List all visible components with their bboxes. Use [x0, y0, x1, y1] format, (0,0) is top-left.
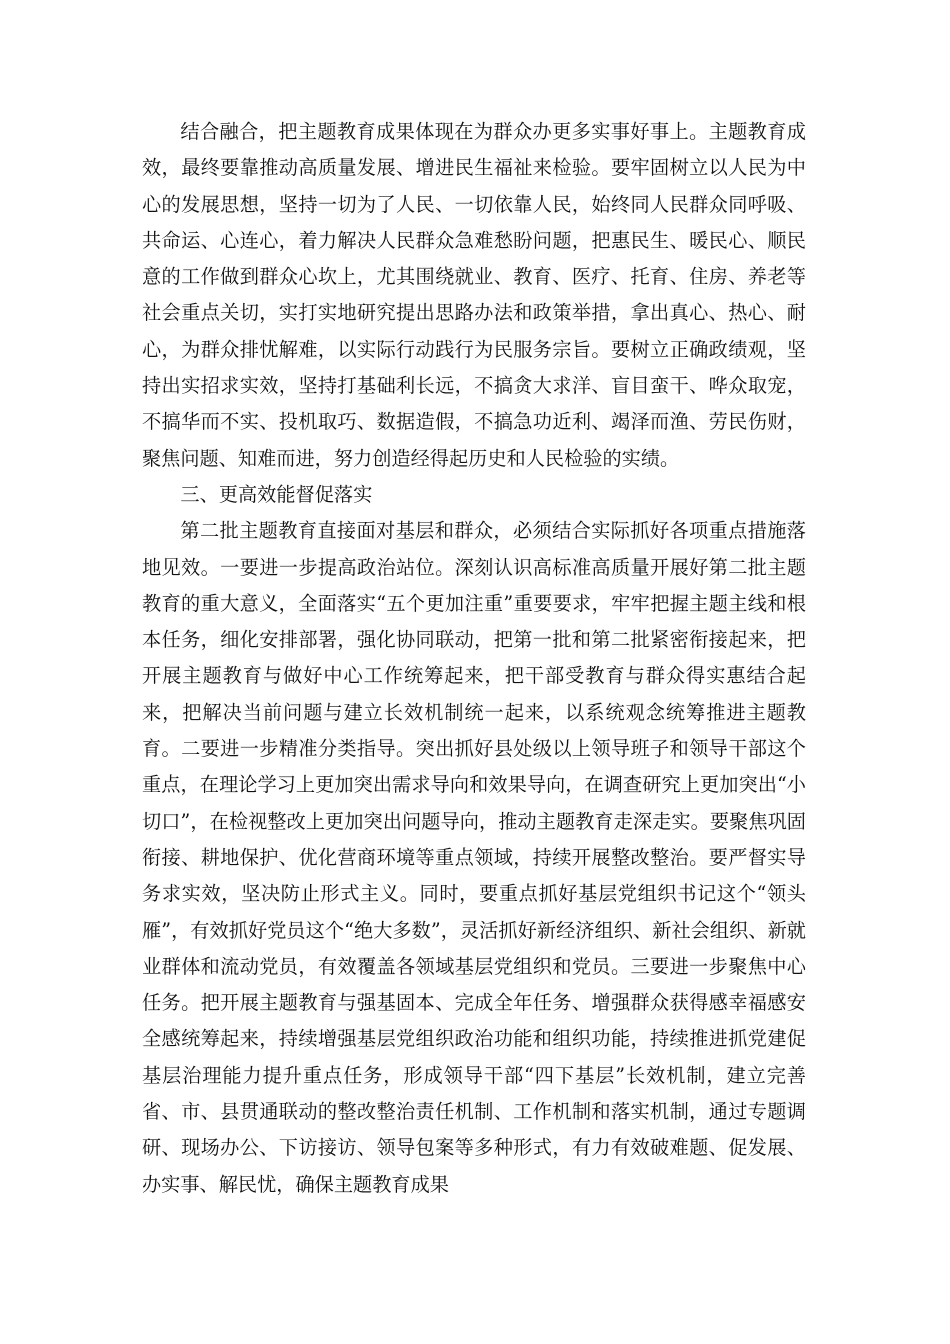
section-heading-three: 三、更高效能督促落实 [180, 482, 373, 506]
paragraph-livelihood: 结合融合，把主题教育成果体现在为群众办更多实事好事上。主题教育成效，最终要靠推动高质量发展、增进民生福祉来检验。要牢固树立以人民为中心的发展思想，坚持一切为了人民、一切依靠人民，始终同人民群众同呼吸、共命运、心连心，着力解决人民群众急难愁盼问题，把惠民生、暖民心、顺民意的工作做到群众心坎上，尤其围绕就业、教育、医疗、托育、住房、养老等社会重点关切，实打实地研究提出思路办法和政策举措，拿出真心、热心、耐心，为群众排忧解难，以实际行动践行为民服务宗旨。要树立正确政绩观，坚持出实招求实效，坚持打基础利长远，不搞贪大求洋、盲目蛮干、哗众取宠，不搞华而不实、投机取巧、数据造假，不搞急功近利、竭泽而渔、劳民伤财，聚焦问题、知难而进，努力创造经得起历史和人民检验的实绩。 [142, 120, 806, 470]
paragraph-implementation: 第二批主题教育直接面对基层和群众，必须结合实际抓好各项重点措施落地见效。一要进一步提高政治站位。深刻认识高标准高质量开展好第二批主题教育的重大意义，全面落实“五个更加注重”重要要求，牢牢把握主题主线和根本任务，细化安排部署，强化协同联动，把第一批和第二批紧密衔接起来，把开展主题教育与做好中心工作统筹起来，把干部受教育与群众得实惠结合起来，把解决当前问题与建立长效机制统一起来，以系统观念统筹推进主题教育。二要进一步精准分类指导。突出抓好县处级以上领导班子和领导干部这个重点，在理论学习上更加突出需求导向和效果导向，在调查研究上更加突出“小切口”，在检视整改上更加突出问题导向，推动主题教育走深走实。要聚焦巩固衔接、耕地保护、优化营商环境等重点领域，持续开展整改整治。要严督实导务求实效，坚决防止形式主义。同时，要重点抓好基层党组织书记这个“领头雁”，有效抓好党员这个“绝大多数”，灵活抓好新经济组织、新社会组织、新就业群体和流动党员，有效覆盖各领域基层党组织和党员。三要进一步聚焦中心任务。把开展主题教育与强基固本、完成全年任务、增强群众获得感幸福感安全感统筹起来，持续增强基层党组织政治功能和组织功能，持续推进抓党建促基层治理能力提升重点任务，形成领导干部“四下基层”长效机制，建立完善省、市、县贯通联动的整改整治责任机制、工作机制和落实机制，通过专题调研、现场办公、下访接访、领导包案等多种形式，有力有效破难题、促发展、办实事、解民忧，确保主题教育成果 [142, 519, 806, 1196]
document-body [142, 114, 806, 1203]
